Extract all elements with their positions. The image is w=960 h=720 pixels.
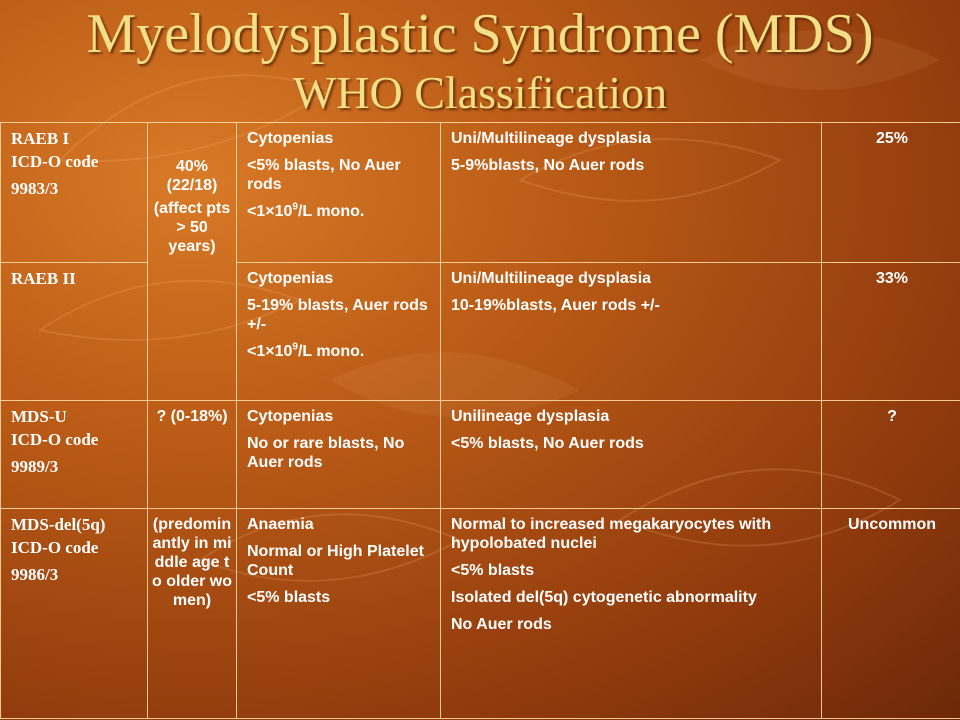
type-name: MDS-U (11, 407, 67, 426)
cell-bone-marrow (441, 123, 822, 263)
cell-type (1, 401, 148, 509)
table-row-raeb-2 (1, 263, 960, 401)
marrow-line: 5-9%blasts, No Auer rods (451, 157, 645, 174)
marrow-line: Isolated del(5q) cytogenetic abnormality (451, 589, 757, 606)
marrow-line: Uni/Multilineage dysplasia (451, 130, 652, 147)
slide-title (0, 0, 960, 118)
cell-type (1, 509, 148, 719)
type-code-label: ICD-O code (11, 538, 99, 557)
cell-bone-marrow (441, 509, 822, 719)
type-code-label: ICD-O code (11, 152, 99, 171)
cell-bone-marrow (441, 401, 822, 509)
cytopenia-line: <5% blasts, No Auer rods (247, 157, 401, 193)
incidence-percent: 40% (22/18) (166, 158, 218, 194)
marrow-line: <5% blasts (451, 562, 535, 579)
cytopenia-line: 5-19% blasts, Auer rods +/- (247, 297, 428, 333)
type-name: RAEB I (11, 129, 70, 148)
incidence-value: ? (0-18%) (156, 408, 228, 425)
risk-value: 33% (875, 270, 909, 287)
title-line-1: Myelodysplastic Syndrome (MDS) (86, 3, 874, 65)
risk-value: ? (887, 408, 897, 425)
cell-cytopenia (237, 263, 441, 401)
cytopenia-line: Cytopenias (247, 408, 334, 425)
incidence-note: (affect pts > 50 years) (153, 200, 231, 255)
type-name: RAEB II (11, 269, 76, 288)
cytopenia-line: <5% blasts (247, 589, 331, 606)
table-row-mds-u (1, 401, 960, 509)
marrow-line: Normal to increased megakaryocytes with hypolobated nuclei (451, 516, 772, 552)
cytopenia-line: Cytopenias (247, 270, 334, 287)
marrow-line: No Auer rods (451, 616, 552, 633)
cell-type (1, 123, 148, 263)
marrow-line: <5% blasts, No Auer rods (451, 435, 644, 452)
cell-risk (822, 509, 960, 719)
type-code-label: ICD-O code (11, 430, 99, 449)
cytopenia-line: Normal or High Platelet Count (247, 543, 424, 579)
incidence-value: (predominantly in middle age to older women) (152, 516, 232, 609)
classification-table (0, 122, 960, 719)
cell-incidence (148, 509, 237, 719)
monocyte-count: $<1\times 10^9/L$ mono. (247, 201, 365, 220)
marrow-line: 10-19%blasts, Auer rods +/- (451, 297, 660, 314)
cell-cytopenia (237, 401, 441, 509)
risk-value: 25% (875, 130, 909, 147)
risk-value: Uncommon (848, 516, 936, 533)
title-line-2: WHO Classification (292, 67, 668, 118)
type-code: 9989/3 (11, 457, 59, 476)
marrow-line: Uni/Multilineage dysplasia (451, 270, 652, 287)
cell-risk (822, 263, 960, 401)
cytopenia-line: Cytopenias (247, 130, 334, 147)
cell-incidence (148, 123, 237, 401)
monocyte-count: $<1\times 10^9/L$ mono. (247, 341, 365, 360)
cell-cytopenia (237, 123, 441, 263)
type-code: 9983/3 (11, 179, 59, 198)
table-row-raeb-1 (1, 123, 960, 263)
marrow-line: Unilineage dysplasia (451, 408, 610, 425)
cell-bone-marrow (441, 263, 822, 401)
cytopenia-line: No or rare blasts, No Auer rods (247, 435, 405, 471)
cell-type (1, 263, 148, 401)
type-code: 9986/3 (11, 565, 59, 584)
cell-risk (822, 401, 960, 509)
cell-incidence (148, 401, 237, 509)
type-name: MDS-del(5q) (11, 515, 106, 534)
table-row-mds-del5q (1, 509, 960, 719)
cell-cytopenia (237, 509, 441, 719)
cell-risk (822, 123, 960, 263)
cytopenia-line: Anaemia (247, 516, 314, 533)
